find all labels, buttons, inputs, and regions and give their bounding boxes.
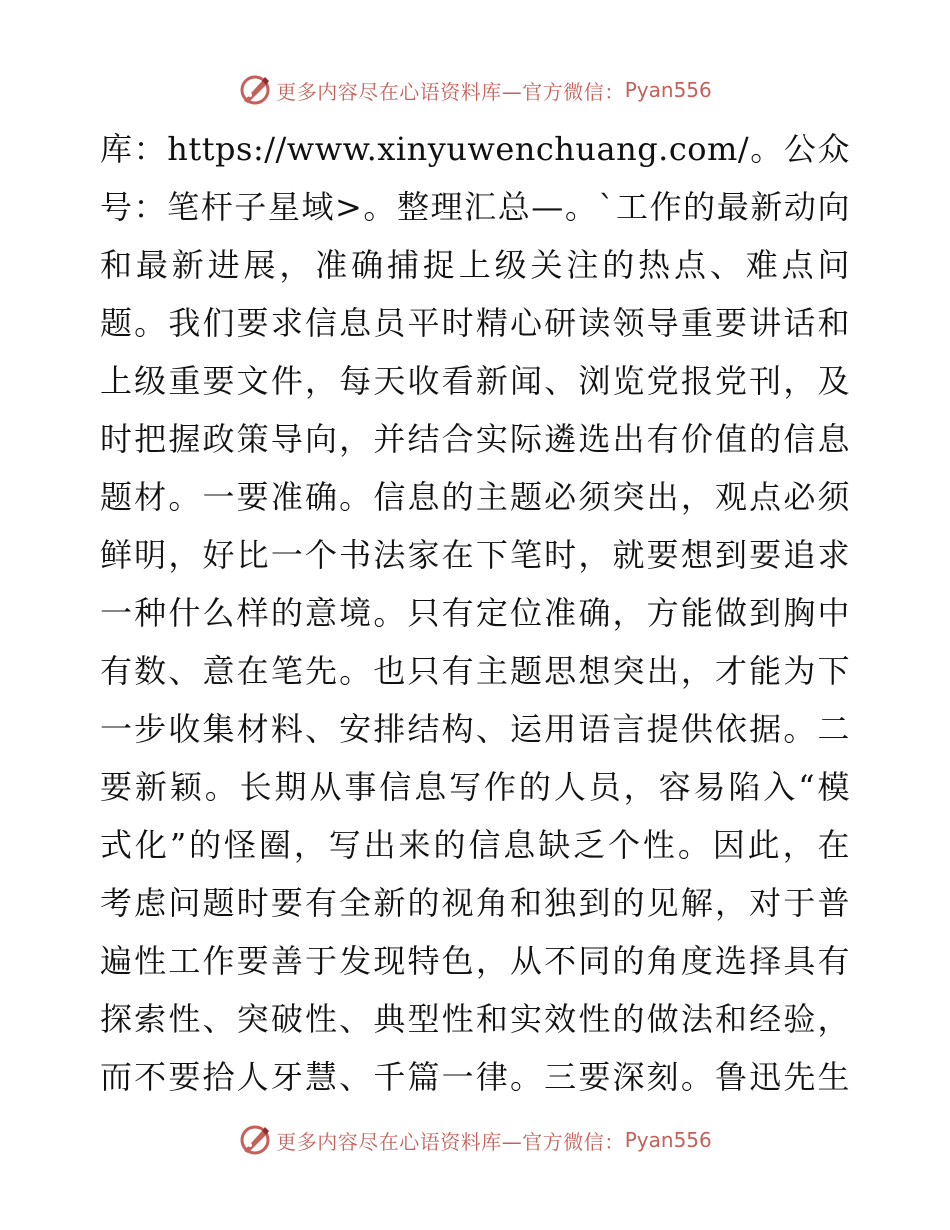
header-wechat-id: Pyan556 bbox=[624, 78, 712, 102]
header-banner[interactable] bbox=[0, 70, 950, 110]
body-line: 有数、意在笔先。也只有主题思想突出，才能为下 bbox=[100, 652, 850, 690]
body-line: 和最新进展，准确捕捉上级关注的热点、难点问 bbox=[100, 246, 850, 284]
body-line: 探索性、突破性、典型性和实效性的做法和经验， bbox=[100, 1000, 850, 1038]
header-banner-text: 更多内容尽在心语资料库—官方微信： bbox=[276, 79, 625, 104]
footer-banner-text: 更多内容尽在心语资料库—官方微信： bbox=[276, 1129, 625, 1154]
body-line: 式化”的怪圈，写出来的信息缺乏个性。因此，在 bbox=[100, 826, 850, 864]
body-line: 题材。一要准确。信息的主题必须突出，观点必须 bbox=[100, 478, 850, 516]
body-line: 上级重要文件，每天收看新闻、浏览党报党刊，及 bbox=[100, 362, 850, 400]
footer-wechat-id: Pyan556 bbox=[624, 1128, 712, 1152]
footer-banner[interactable] bbox=[0, 1120, 950, 1160]
body-line: 鲜明，好比一个书法家在下笔时，就要想到要追求 bbox=[100, 536, 850, 574]
body-line: 库：https://www.xinyuwenchuang.com/。公众 bbox=[100, 130, 850, 168]
document-body bbox=[100, 120, 850, 1106]
body-line: 要新颖。长期从事信息写作的人员，容易陷入“模 bbox=[100, 768, 850, 806]
body-line: 时把握政策导向，并结合实际遴选出有价值的信息 bbox=[100, 420, 850, 458]
body-line: 号：笔杆子星域>。整理汇总—。`工作的最新动向 bbox=[100, 188, 850, 226]
body-line: 遍性工作要善于发现特色，从不同的角度选择具有 bbox=[100, 942, 850, 980]
body-line: 而不要拾人牙慧、千篇一律。三要深刻。鲁迅先生 bbox=[100, 1058, 850, 1096]
body-line: 考虑问题时要有全新的视角和独到的见解，对于普 bbox=[100, 884, 850, 922]
body-line: 一种什么样的意境。只有定位准确，方能做到胸中 bbox=[100, 594, 850, 632]
pen-logo-icon bbox=[238, 1123, 272, 1157]
body-line: 一步收集材料、安排结构、运用语言提供依据。二 bbox=[100, 710, 850, 748]
body-line: 题。我们要求信息员平时精心研读领导重要讲话和 bbox=[100, 304, 850, 342]
pen-logo-icon bbox=[238, 73, 272, 107]
